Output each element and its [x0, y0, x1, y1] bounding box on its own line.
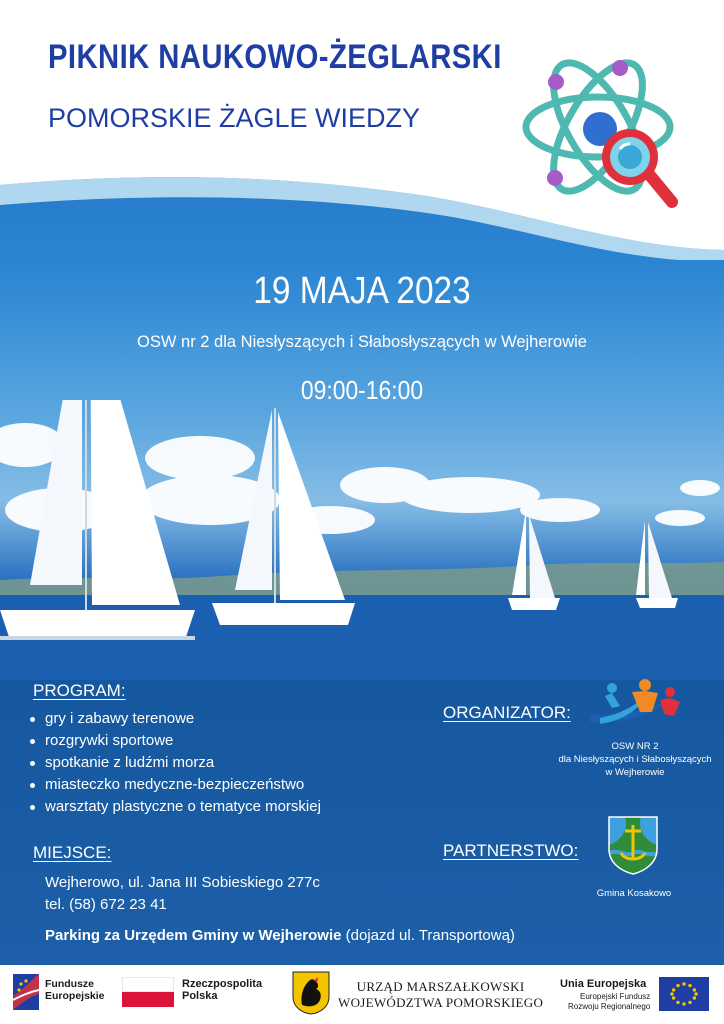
- organizer-text: [545, 740, 724, 779]
- atom-magnifier-icon: [520, 45, 690, 215]
- rp-label: [182, 978, 262, 1002]
- program-list: [28, 708, 321, 818]
- um-label: [338, 979, 543, 1011]
- location-phone: tel. (58) 672 23 41: [45, 896, 167, 913]
- location-heading: MIEJSCE:: [33, 843, 112, 862]
- ue-line1: Europejski Fundusz: [580, 992, 651, 1001]
- sailboat-3: [508, 510, 560, 610]
- um-line2: WOJEWÓDZTWA POMORSKIEGO: [338, 995, 544, 1010]
- list-item: spotkanie z ludźmi morza: [28, 752, 321, 774]
- rp-line1: Rzeczpospolita: [182, 978, 263, 990]
- eu-funds-icon: [13, 974, 39, 1010]
- ue-line2: Rozwoju Regionalnego: [568, 1002, 651, 1011]
- page-title: PIKNIK NAUKOWO-ŻEGLARSKI: [48, 38, 502, 76]
- fe-label: [45, 978, 105, 1002]
- fe-line1: Fundusze: [45, 978, 94, 990]
- event-date: 19 MAJA 2023: [253, 270, 471, 312]
- event-venue: OSW nr 2 dla Niesłyszących i Słabosłyszących w Wejherowie: [137, 333, 587, 351]
- organizer-line2: dla Niesłyszących i Słabosłyszących: [558, 754, 712, 765]
- ue-title: Unia Europejska: [560, 978, 647, 990]
- organizer-heading: ORGANIZATOR:: [443, 703, 571, 722]
- parking-info: [45, 927, 515, 944]
- program-heading: PROGRAM:: [33, 681, 126, 700]
- organizer-line1: OSW NR 2: [611, 741, 659, 752]
- um-line1: URZĄD MARSZAŁKOWSKI: [356, 979, 525, 994]
- ue-fund-label: [568, 992, 650, 1012]
- list-item: warsztaty plastyczne o tematyce morskiej: [28, 796, 321, 818]
- griffin-crest-icon: [292, 971, 330, 1015]
- fe-line2: Europejskie: [45, 990, 105, 1002]
- footer-logos: [0, 965, 724, 1024]
- gmina-crest-icon: [607, 815, 659, 875]
- eu-flag-icon: [659, 977, 709, 1011]
- parking-note: (dojazd ul. Transportową): [341, 927, 515, 944]
- organizer-line3: w Wejherowie: [605, 767, 665, 778]
- partner-name: Gmina Kosakowo: [596, 888, 672, 899]
- event-hours: 09:00-16:00: [300, 375, 424, 405]
- parking-bold: Parking za Urzędem Gminy w Wejherowie: [45, 927, 342, 944]
- page-subtitle: POMORSKIE ŻAGLE WIEDZY: [48, 103, 421, 133]
- rp-line2: Polska: [182, 990, 218, 1002]
- partner-heading: PARTNERSTWO:: [443, 841, 579, 860]
- sailboats-illustration: [0, 400, 724, 680]
- organizer-logo-icon: [590, 678, 682, 726]
- list-item: rozgrywki sportowe: [28, 730, 321, 752]
- polish-flag-icon: [122, 977, 174, 1007]
- location-address: Wejherowo, ul. Jana III Sobieskiego 277c: [45, 874, 320, 891]
- list-item: gry i zabawy terenowe: [28, 708, 321, 730]
- list-item: miasteczko medyczne-bezpieczeństwo: [28, 774, 321, 796]
